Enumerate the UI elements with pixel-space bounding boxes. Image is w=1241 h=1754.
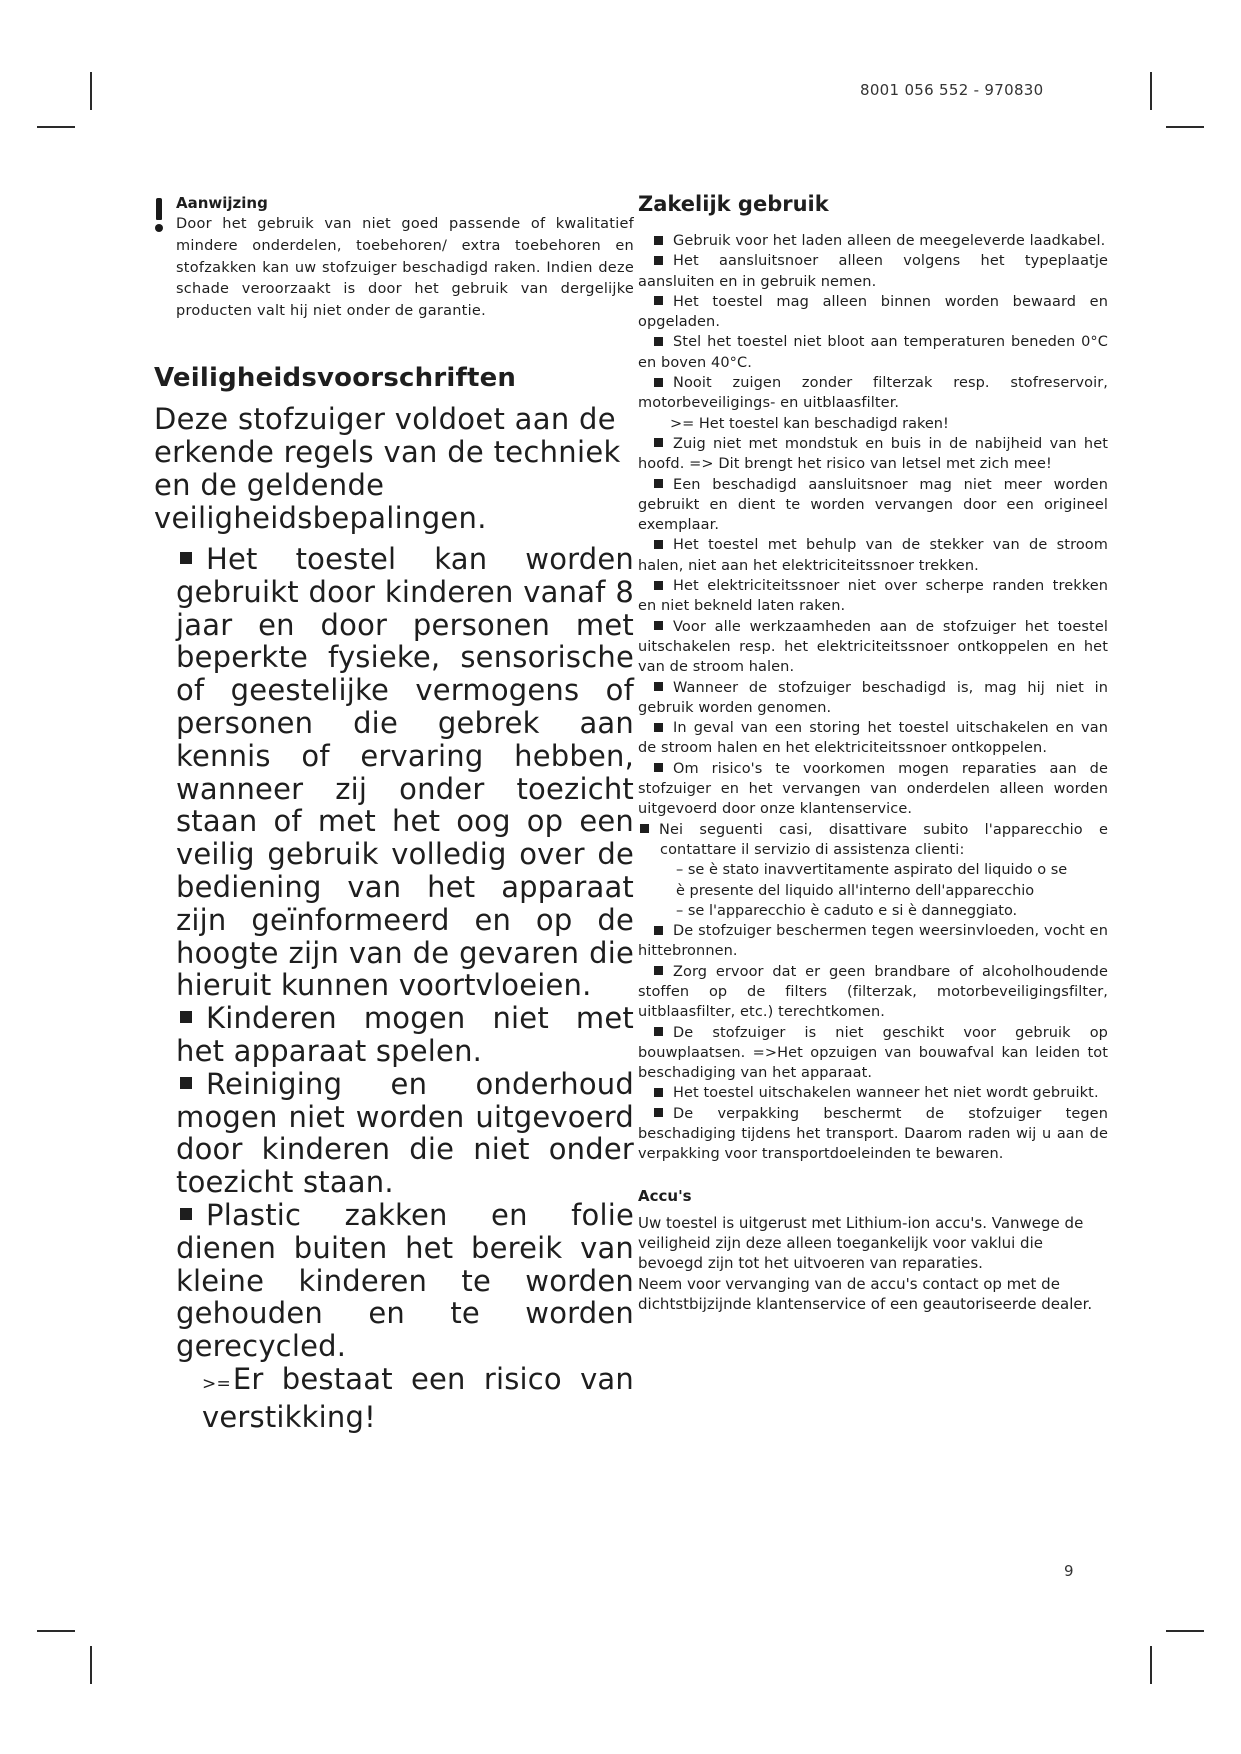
safety-heading: Veiligheidsvoorschriften <box>154 362 517 393</box>
square-bullet-icon <box>654 1027 663 1036</box>
square-bullet-icon <box>654 581 663 590</box>
square-bullet-icon <box>654 763 663 772</box>
square-bullet-icon <box>654 540 663 549</box>
square-bullet-icon <box>654 236 663 245</box>
square-bullet-icon <box>654 337 663 346</box>
crop-mark-bottom-right-vertical <box>1150 1646 1152 1684</box>
square-bullet-icon <box>654 723 663 732</box>
square-bullet-icon <box>654 296 663 305</box>
square-bullet-icon <box>180 1011 192 1023</box>
list-item: In geval van een storing het toestel uitschakelen en van de stroom halen en het elektriciteitssnoer ontkoppelen. <box>638 720 1108 757</box>
result-arrow: >= <box>202 1373 231 1394</box>
crop-mark-top-left-vertical <box>90 72 92 110</box>
square-bullet-icon <box>180 1208 192 1220</box>
page-number: 9 <box>1064 1562 1074 1580</box>
left-column <box>154 192 634 1434</box>
accu-paragraph: Neem voor vervanging van de accu's contact op met de dichtstbijzijnde klantenservice of een geautoriseerde dealer. <box>638 1274 1093 1314</box>
square-bullet-icon <box>654 682 663 691</box>
list-item-result: >= Het toestel kan beschadigd raken! <box>670 415 949 432</box>
list-item: Het toestel uitschakelen wanneer het niet wordt gebruikt. <box>638 1083 1108 1103</box>
sub-item: – se è stato inavvertitamente aspirato del liquido o se <box>676 862 1068 879</box>
square-bullet-icon <box>180 1077 192 1089</box>
list-item: Nooit zuigen zonder filterzak resp. stofreservoir, motorbeveiligings- en uitblaasfilter. <box>638 375 1108 412</box>
list-item: Plastic zakken en folie dienen buiten het bereik van kleine kinderen te worden gehouden en te worden gerecycled. <box>176 1197 634 1364</box>
crop-mark-top-right-horizontal <box>1166 126 1204 128</box>
sub-item: – se l'apparecchio è caduto e si è danneggiato. <box>676 902 1018 919</box>
square-bullet-icon <box>640 824 649 833</box>
crop-mark-bottom-right-horizontal <box>1166 1630 1204 1632</box>
list-item: Het toestel mag alleen binnen worden bewaard en opgeladen. <box>638 293 1108 331</box>
square-bullet-icon <box>654 926 663 935</box>
list-item: De stofzuiger beschermen tegen weersinvloeden, vocht en hittebronnen. <box>638 923 1108 960</box>
list-item: Stel het toestel niet bloot aan temperaturen beneden 0°C en boven 40°C. <box>638 334 1108 371</box>
list-item: De stofzuiger is niet geschikt voor gebruik op bouwplaatsen. =>Het opzuigen van bouwafval kan leiden tot beschadiging van het apparaat. <box>638 1024 1108 1082</box>
square-bullet-icon <box>654 438 663 447</box>
list-item: Een beschadigd aansluitsnoer mag niet meer worden gebruikt en dient te worden vervangen door een origineel exemplaar. <box>638 476 1108 534</box>
safety-result: >=Er bestaat een risico van verstikking! <box>202 1361 634 1434</box>
list-item: Kinderen mogen niet met het apparaat spelen. <box>176 1001 634 1068</box>
list-item: De verpakking beschermt de stofzuiger tegen beschadiging tijdens het transport. Daarom raden wij u aan de verpakking voor transportdoeleinden te bewaren. <box>638 1105 1108 1163</box>
square-bullet-icon <box>180 552 192 564</box>
square-bullet-icon <box>654 256 663 265</box>
square-bullet-icon <box>654 966 663 975</box>
list-item: Het toestel kan worden gebruikt door kinderen vanaf 8 jaar en door personen met beperkte fysieke, sensorische of geestelijke vermogens of personen die gebrek aan kennis of ervaring hebben, wanneer zij onder toezicht staan of met het oog op een veilig gebruik volledig over de bediening van het apparaat zijn geïnformeerd en op de hoogte zijn van de gevaren die hieruit kunnen voortvloeien. <box>176 541 634 1003</box>
list-item: Reiniging en onderhoud mogen niet worden uitgevoerd door kinderen die niet onder toezicht staan. <box>176 1066 634 1200</box>
accu-paragraph: Uw toestel is uitgerust met Lithium-ion accu's. Vanwege de veiligheid zijn deze alleen toegankelijk voor vaklui die bevoegd zijn tot het uitvoeren van reparaties. <box>638 1213 1084 1273</box>
list-item: Het elektriciteitssnoer niet over scherpe randen trekken en niet bekneld laten raken. <box>638 578 1108 615</box>
square-bullet-icon <box>654 1108 663 1117</box>
right-column <box>638 192 1108 1315</box>
list-item: Voor alle werkzaamheden aan de stofzuiger het toestel uitschakelen resp. het elektriciteitssnoer ontkoppelen en het van de stroom halen. <box>638 618 1108 676</box>
list-item: Het aansluitsnoer alleen volgens het typeplaatje aansluiten en in gebruik nemen. <box>638 253 1108 290</box>
accu-heading: Accu's <box>638 1186 692 1205</box>
crop-mark-top-left-horizontal <box>37 126 75 128</box>
square-bullet-icon <box>654 479 663 488</box>
list-item: Het toestel met behulp van de stekker van de stroom halen, niet aan het elektriciteitssnoer trekken. <box>638 537 1108 574</box>
usage-heading: Zakelijk gebruik <box>638 192 829 216</box>
warning-note <box>154 194 634 323</box>
list-item-italian: Nei seguenti casi, disattivare subito l'apparecchio e contattare il servizio di assistenza clienti: <box>638 820 1108 861</box>
list-item: Om risico's te voorkomen mogen reparaties aan de stofzuiger en het vervangen van onderdelen alleen worden uitgevoerd door onze klantenservice. <box>638 760 1108 818</box>
crop-mark-top-right-vertical <box>1150 72 1152 110</box>
list-item: Zuig niet met mondstuk en buis in de nabijheid van het hoofd. => Dit brengt het risico van letsel met zich mee! <box>638 435 1108 473</box>
list-item: Zorg ervoor dat er geen brandbare of alcoholhoudende stoffen op de filters (filterzak, motorbeveiligingsfilter, uitblaasfilter, etc.) terechtkomen. <box>638 963 1108 1021</box>
warning-title: Aanwijzing <box>176 194 268 212</box>
square-bullet-icon <box>654 621 663 630</box>
document-id: 8001 056 552 - 970830 <box>860 81 1044 99</box>
list-item: Gebruik voor het laden alleen de meegeleverde laadkabel. <box>638 231 1108 251</box>
crop-mark-bottom-left-horizontal <box>37 1630 75 1632</box>
exclamation-icon <box>154 198 164 234</box>
square-bullet-icon <box>654 1088 663 1097</box>
warning-text: Door het gebruik van niet goed passende of kwalitatief mindere onderdelen, toebehoren/ extra toebehoren en stofzakken kan uw stofzuiger beschadigd raken. Indien deze schade veroorzaakt is door het gebruik van dergelijke producten valt hij niet onder de garantie. <box>176 216 634 320</box>
safety-intro: Deze stofzuiger voldoet aan de erkende regels van de techniek en de geldende veiligheidsbepalingen. <box>154 401 621 535</box>
sub-item: è presente del liquido all'interno dell'apparecchio <box>676 882 1035 899</box>
crop-mark-bottom-left-vertical <box>90 1646 92 1684</box>
square-bullet-icon <box>654 378 663 387</box>
safety-list <box>154 543 634 1434</box>
list-item: Wanneer de stofzuiger beschadigd is, mag hij niet in gebruik worden genomen. <box>638 679 1108 716</box>
